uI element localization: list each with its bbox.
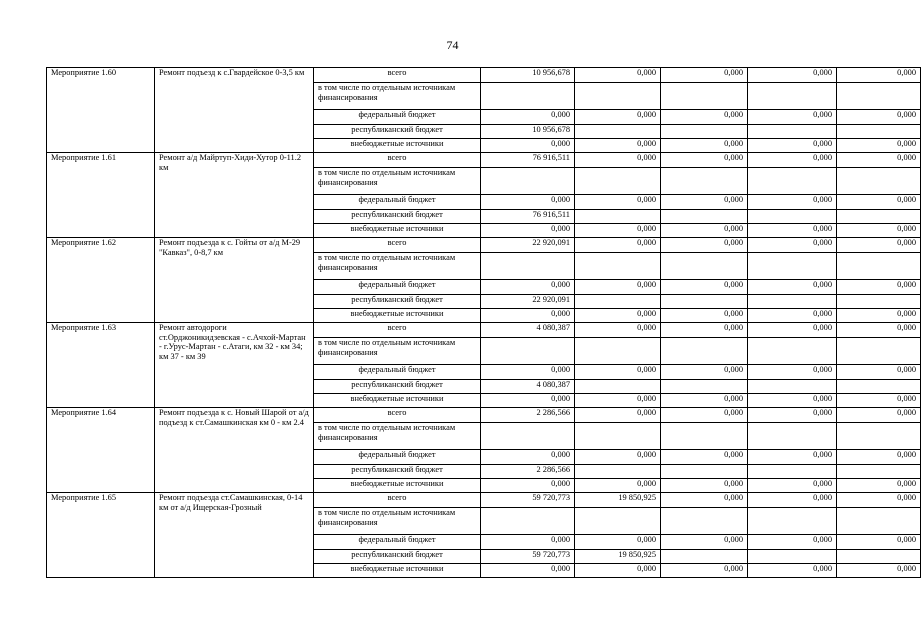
amount-cell: 19 850,925 (575, 493, 661, 508)
amount-cell: 0,000 (748, 479, 837, 493)
amount-cell (481, 338, 575, 365)
amount-cell (481, 423, 575, 450)
amount-cell: 0,000 (575, 68, 661, 83)
amount-cell: 59 720,773 (481, 550, 575, 564)
amount-cell: 0,000 (481, 309, 575, 323)
funding-source-label: в том числе по отдельным источникам финансирования (314, 508, 481, 535)
amount-cell (837, 380, 921, 394)
amount-cell: 0,000 (481, 479, 575, 493)
amount-cell: 0,000 (837, 450, 921, 465)
amount-cell (748, 423, 837, 450)
amount-cell: 0,000 (661, 224, 748, 238)
amount-cell: 10 956,678 (481, 125, 575, 139)
amount-cell (481, 508, 575, 535)
amount-cell: 0,000 (748, 309, 837, 323)
event-code: Мероприятие 1.62 (47, 238, 155, 323)
funding-source-label: всего (314, 153, 481, 168)
amount-cell: 0,000 (575, 280, 661, 295)
amount-cell (481, 83, 575, 110)
amount-cell (661, 423, 748, 450)
amount-cell: 0,000 (481, 564, 575, 578)
amount-cell (575, 210, 661, 224)
amount-cell (748, 253, 837, 280)
amount-cell (748, 338, 837, 365)
amount-cell (575, 423, 661, 450)
amount-cell: 0,000 (481, 450, 575, 465)
amount-cell (575, 83, 661, 110)
table-row (47, 238, 921, 253)
amount-cell (575, 253, 661, 280)
amount-cell: 0,000 (661, 479, 748, 493)
event-code: Мероприятие 1.64 (47, 408, 155, 493)
funding-source-label: всего (314, 408, 481, 423)
amount-cell: 0,000 (661, 535, 748, 550)
amount-cell: 0,000 (661, 365, 748, 380)
amount-cell (748, 508, 837, 535)
amount-cell: 0,000 (481, 224, 575, 238)
amount-cell: 0,000 (661, 195, 748, 210)
funding-source-label: республиканский бюджет (314, 295, 481, 309)
amount-cell (661, 83, 748, 110)
event-name: Ремонт автодороги ст.Орджоникидзевская - с.Ачхой-Мартан - г.Урус-Мартан - с.Атаги, км 32 - км 34; км 37 - км 39 (155, 323, 314, 408)
amount-cell: 0,000 (837, 564, 921, 578)
amount-cell (661, 338, 748, 365)
amount-cell: 19 850,925 (575, 550, 661, 564)
funding-source-label: федеральный бюджет (314, 365, 481, 380)
amount-cell: 0,000 (837, 408, 921, 423)
event-name: Ремонт подъезд к с.Гвардейское 0-3,5 км (155, 68, 314, 153)
funding-source-label: внебюджетные источники (314, 309, 481, 323)
amount-cell: 0,000 (748, 323, 837, 338)
funding-source-label: в том числе по отдельным источникам финансирования (314, 83, 481, 110)
funding-source-label: федеральный бюджет (314, 110, 481, 125)
amount-cell: 0,000 (748, 450, 837, 465)
amount-cell (837, 253, 921, 280)
amount-cell: 4 080,387 (481, 323, 575, 338)
amount-cell: 76 916,511 (481, 153, 575, 168)
amount-cell: 0,000 (481, 139, 575, 153)
amount-cell: 0,000 (661, 139, 748, 153)
event-name: Ремонт а/д Майртуп-Хиди-Хутор 0-11.2 км (155, 153, 314, 238)
amount-cell: 0,000 (661, 493, 748, 508)
amount-cell (575, 508, 661, 535)
amount-cell (837, 125, 921, 139)
amount-cell: 0,000 (837, 493, 921, 508)
table-row (47, 323, 921, 338)
amount-cell: 0,000 (661, 394, 748, 408)
funding-source-label: в том числе по отдельным источникам финансирования (314, 168, 481, 195)
amount-cell (481, 168, 575, 195)
amount-cell: 0,000 (837, 139, 921, 153)
funding-source-label: всего (314, 238, 481, 253)
amount-cell: 0,000 (837, 309, 921, 323)
funding-source-label: внебюджетные источники (314, 479, 481, 493)
amount-cell (575, 125, 661, 139)
amount-cell: 0,000 (661, 68, 748, 83)
budget-table (46, 67, 921, 578)
budget-table-body (47, 68, 921, 578)
funding-source-label: федеральный бюджет (314, 195, 481, 210)
amount-cell: 0,000 (837, 365, 921, 380)
event-name: Ремонт подъезда к с. Новый Шарой от а/д подъезд к ст.Самашкинская км 0 - км 2.4 (155, 408, 314, 493)
amount-cell: 0,000 (837, 535, 921, 550)
amount-cell (748, 210, 837, 224)
amount-cell: 0,000 (575, 224, 661, 238)
amount-cell: 0,000 (748, 408, 837, 423)
amount-cell: 0,000 (661, 238, 748, 253)
amount-cell: 2 286,566 (481, 408, 575, 423)
amount-cell (575, 295, 661, 309)
amount-cell: 0,000 (661, 280, 748, 295)
amount-cell: 0,000 (481, 535, 575, 550)
amount-cell (575, 465, 661, 479)
amount-cell (661, 295, 748, 309)
table-row (47, 153, 921, 168)
funding-source-label: республиканский бюджет (314, 380, 481, 394)
amount-cell: 0,000 (661, 408, 748, 423)
amount-cell (837, 295, 921, 309)
funding-source-label: всего (314, 323, 481, 338)
amount-cell: 0,000 (575, 139, 661, 153)
amount-cell: 2 286,566 (481, 465, 575, 479)
amount-cell: 0,000 (748, 535, 837, 550)
amount-cell: 0,000 (481, 365, 575, 380)
amount-cell (661, 125, 748, 139)
amount-cell: 0,000 (837, 280, 921, 295)
amount-cell: 0,000 (661, 153, 748, 168)
amount-cell: 22 920,091 (481, 238, 575, 253)
amount-cell: 0,000 (575, 195, 661, 210)
amount-cell (837, 465, 921, 479)
funding-source-label: внебюджетные источники (314, 139, 481, 153)
amount-cell: 0,000 (837, 195, 921, 210)
funding-source-label: республиканский бюджет (314, 210, 481, 224)
amount-cell: 0,000 (748, 139, 837, 153)
amount-cell (748, 168, 837, 195)
amount-cell: 0,000 (575, 153, 661, 168)
funding-source-label: в том числе по отдельным источникам финансирования (314, 338, 481, 365)
funding-source-label: в том числе по отдельным источникам финансирования (314, 423, 481, 450)
amount-cell (837, 168, 921, 195)
amount-cell (748, 380, 837, 394)
amount-cell (748, 125, 837, 139)
funding-source-label: в том числе по отдельным источникам финансирования (314, 253, 481, 280)
amount-cell: 0,000 (748, 238, 837, 253)
amount-cell: 0,000 (748, 68, 837, 83)
funding-source-label: федеральный бюджет (314, 535, 481, 550)
amount-cell: 0,000 (575, 309, 661, 323)
funding-source-label: внебюджетные источники (314, 394, 481, 408)
amount-cell: 0,000 (481, 394, 575, 408)
amount-cell (837, 423, 921, 450)
amount-cell: 0,000 (481, 280, 575, 295)
amount-cell (748, 83, 837, 110)
amount-cell (837, 338, 921, 365)
amount-cell: 0,000 (575, 365, 661, 380)
amount-cell (837, 210, 921, 224)
amount-cell: 0,000 (748, 564, 837, 578)
amount-cell: 0,000 (575, 110, 661, 125)
funding-source-label: всего (314, 493, 481, 508)
amount-cell: 0,000 (837, 153, 921, 168)
amount-cell: 0,000 (748, 394, 837, 408)
amount-cell: 0,000 (748, 153, 837, 168)
amount-cell: 22 920,091 (481, 295, 575, 309)
amount-cell: 10 956,678 (481, 68, 575, 83)
funding-source-label: внебюджетные источники (314, 564, 481, 578)
amount-cell (575, 168, 661, 195)
event-name: Ремонт подъезда ст.Самашкинская, 0-14 км от а/д Ищерская-Грозный (155, 493, 314, 578)
amount-cell: 0,000 (748, 224, 837, 238)
amount-cell: 0,000 (837, 479, 921, 493)
amount-cell: 59 720,773 (481, 493, 575, 508)
event-code: Мероприятие 1.61 (47, 153, 155, 238)
amount-cell: 0,000 (661, 450, 748, 465)
amount-cell: 0,000 (748, 280, 837, 295)
page-number: 74 (446, 38, 459, 52)
amount-cell: 0,000 (748, 493, 837, 508)
amount-cell: 0,000 (837, 110, 921, 125)
amount-cell: 0,000 (661, 323, 748, 338)
amount-cell (661, 550, 748, 564)
amount-cell (575, 338, 661, 365)
amount-cell (748, 295, 837, 309)
amount-cell (837, 83, 921, 110)
amount-cell: 0,000 (481, 195, 575, 210)
amount-cell: 0,000 (661, 309, 748, 323)
table-row (47, 68, 921, 83)
funding-source-label: федеральный бюджет (314, 280, 481, 295)
amount-cell (661, 465, 748, 479)
amount-cell (661, 508, 748, 535)
amount-cell (748, 550, 837, 564)
amount-cell (748, 465, 837, 479)
amount-cell (661, 380, 748, 394)
event-code: Мероприятие 1.60 (47, 68, 155, 153)
amount-cell: 0,000 (748, 110, 837, 125)
amount-cell (661, 210, 748, 224)
amount-cell: 0,000 (481, 110, 575, 125)
amount-cell: 0,000 (837, 394, 921, 408)
funding-source-label: республиканский бюджет (314, 465, 481, 479)
amount-cell: 0,000 (575, 450, 661, 465)
amount-cell (661, 168, 748, 195)
amount-cell: 0,000 (837, 238, 921, 253)
amount-cell: 4 080,387 (481, 380, 575, 394)
amount-cell: 0,000 (748, 365, 837, 380)
table-row (47, 408, 921, 423)
table-row (47, 493, 921, 508)
amount-cell: 0,000 (748, 195, 837, 210)
event-code: Мероприятие 1.65 (47, 493, 155, 578)
amount-cell: 0,000 (837, 323, 921, 338)
amount-cell: 0,000 (575, 564, 661, 578)
amount-cell: 0,000 (575, 479, 661, 493)
event-name: Ремонт подъезда к с. Гойты от а/д М-29 "Кавказ", 0-8,7 км (155, 238, 314, 323)
funding-source-label: республиканский бюджет (314, 125, 481, 139)
amount-cell: 0,000 (575, 394, 661, 408)
funding-source-label: республиканский бюджет (314, 550, 481, 564)
funding-source-label: всего (314, 68, 481, 83)
amount-cell (837, 508, 921, 535)
amount-cell: 0,000 (661, 564, 748, 578)
funding-source-label: федеральный бюджет (314, 450, 481, 465)
amount-cell: 0,000 (837, 68, 921, 83)
amount-cell: 0,000 (837, 224, 921, 238)
amount-cell (575, 380, 661, 394)
amount-cell: 0,000 (661, 110, 748, 125)
amount-cell: 0,000 (575, 238, 661, 253)
amount-cell (837, 550, 921, 564)
amount-cell: 0,000 (575, 408, 661, 423)
funding-source-label: внебюджетные источники (314, 224, 481, 238)
amount-cell (481, 253, 575, 280)
amount-cell: 0,000 (575, 535, 661, 550)
event-code: Мероприятие 1.63 (47, 323, 155, 408)
amount-cell: 76 916,511 (481, 210, 575, 224)
amount-cell: 0,000 (575, 323, 661, 338)
amount-cell (661, 253, 748, 280)
